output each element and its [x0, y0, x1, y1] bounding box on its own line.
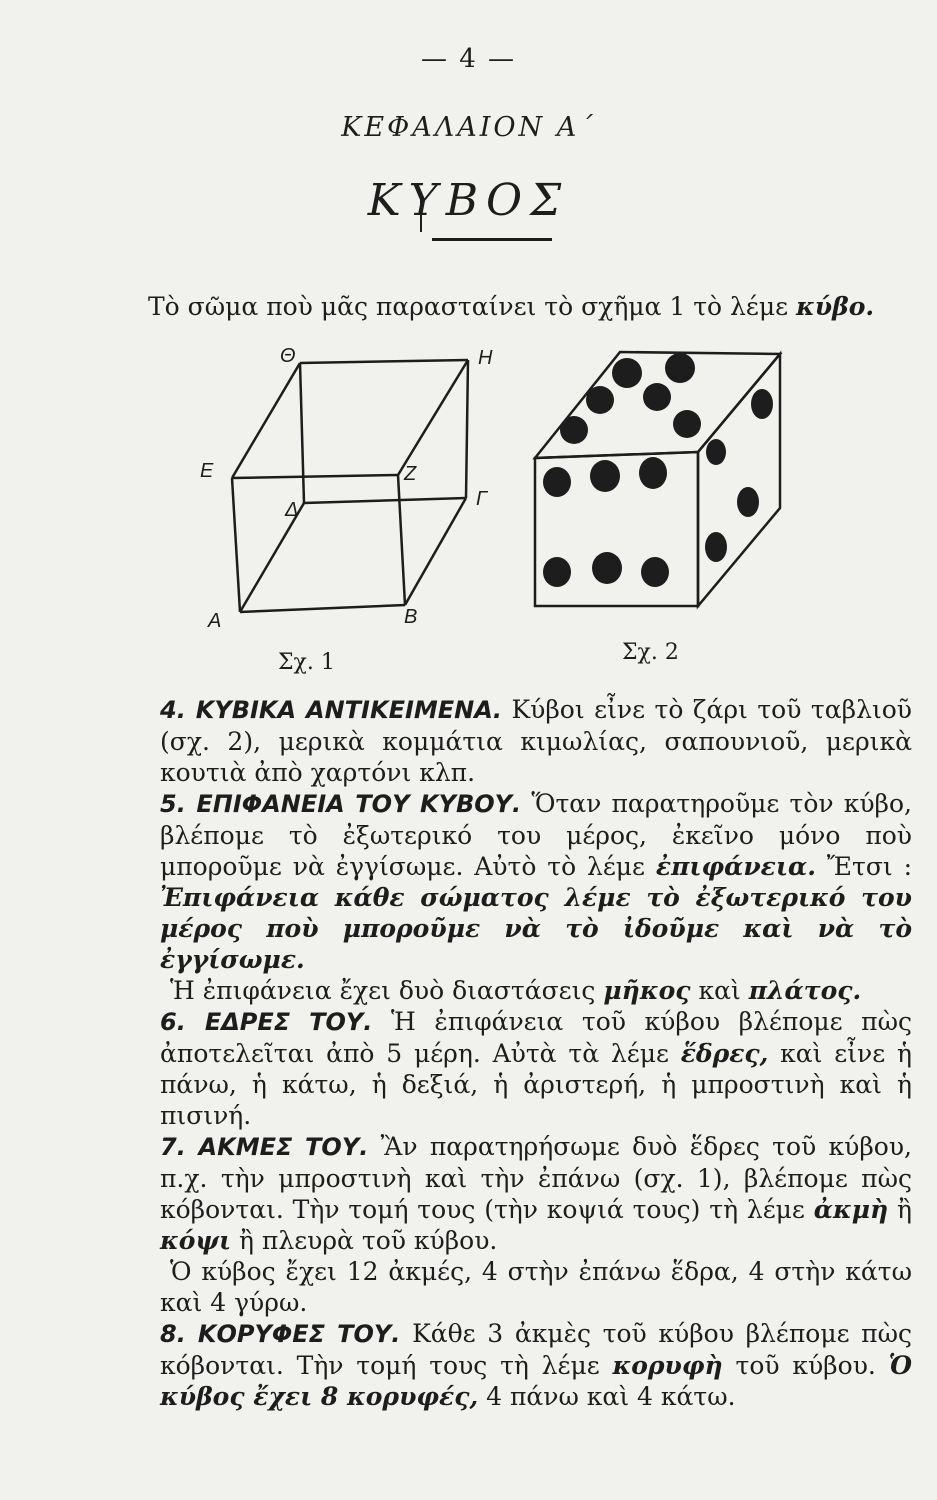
section-8-text1: Κάθε 3 ἀκμὲς τοῦ κύβου βλέπομε πὼς κόβονται. Τὴν τομή τους τὴ λέμε — [160, 1319, 912, 1380]
pip — [737, 487, 759, 517]
label-b: Β — [404, 606, 418, 628]
section-8-heading: 8. ΚΟΡΥΦΕΣ ΤΟΥ. — [160, 1320, 401, 1348]
pip — [560, 416, 588, 444]
title-underline — [432, 238, 552, 241]
pip — [643, 383, 671, 411]
section-7-note: Ὁ κύβος ἔχει 12 ἀκμές, 4 στὴν ἐπάνω ἕδρα, 4 στὴν κάτω καὶ 4 γύρω. — [160, 1257, 912, 1317]
section-5-dims-text: Ἡ ἐπιφάνεια ἔχει δυὸ διαστάσεις — [170, 976, 596, 1005]
figures — [190, 340, 810, 670]
label-d: Δ — [285, 499, 299, 521]
chapter-heading: ΚΕΦΑΛΑΙΟΝ Α΄ — [341, 112, 596, 143]
section-5-dim-width: πλάτος. — [748, 976, 862, 1005]
section-8-term: κορυφὴ — [612, 1351, 723, 1380]
edge-bz — [398, 475, 405, 605]
pip — [751, 389, 773, 419]
section-7-or: ἢ — [897, 1195, 913, 1224]
intro-term: κύβο. — [796, 292, 875, 321]
section-4 — [160, 694, 912, 788]
edge-eth — [232, 363, 300, 478]
section-5-dimensions — [160, 975, 912, 1006]
intro-paragraph — [148, 292, 908, 321]
figure1-caption: Σχ. 1 — [278, 650, 335, 675]
section-4-heading: 4. ΚΥΒΙΚΑ ΑΝΤΙΚΕΙΜΕΝΑ. — [160, 696, 502, 724]
section-6-term: ἕδρες, — [680, 1039, 769, 1068]
page-number: — 4 — — [420, 44, 517, 74]
pip — [586, 386, 614, 414]
label-th: Θ — [280, 345, 296, 367]
section-5-heading: 5. ΕΠΙΦΑΝΕΙΑ ΤΟΥ ΚΥΒΟΥ. — [160, 790, 522, 818]
section-7-term1: ἀκμὴ — [813, 1195, 889, 1224]
label-e: Ε — [200, 460, 214, 482]
section-8 — [160, 1318, 912, 1412]
section-8-text3: 4 πάνω καὶ 4 κάτω. — [486, 1382, 736, 1411]
section-5-dim-length: μῆκος — [603, 976, 691, 1005]
pip — [641, 557, 669, 587]
section-7-text2: ἢ πλευρὰ τοῦ κύβου. — [239, 1226, 498, 1255]
section-5-term: ἐπιφάνεια. — [655, 852, 816, 881]
die-pips — [543, 353, 773, 587]
pip — [705, 532, 727, 562]
pip — [543, 467, 571, 497]
edge-thd — [300, 363, 304, 503]
section-5-and: καὶ — [698, 976, 741, 1005]
section-4-text: Κύβοι εἶνε τὸ ζάρι τοῦ ταβλιοῦ (σχ. 2), μερικὰ κομμάτια κιμωλίας, σαπουνιοῦ, μερικὰ κουτιὰ ἀπὸ χαρτόνι κλπ. — [160, 695, 912, 787]
pip — [639, 457, 667, 489]
edge-hg — [466, 360, 468, 498]
edge-bg — [405, 498, 466, 605]
section-5-definition: Ἐπιφάνεια κάθε σώματος λέμε τὸ ἐξωτερικό του μέρος ποὺ μποροῦμε νὰ τὸ ἰδοῦμε καὶ νὰ τὸ ἐγγίσωμε. — [160, 883, 912, 974]
pip — [612, 358, 642, 388]
label-h: Η — [478, 347, 493, 369]
edge-ab — [240, 605, 405, 612]
section-5 — [160, 788, 912, 975]
label-a: Α — [208, 610, 222, 632]
pip — [673, 410, 701, 438]
section-8-emph: Ὁ κύβος ἔχει 8 κορυφές, — [160, 1351, 913, 1411]
label-z: Ζ — [404, 463, 417, 485]
page-title: ΚΥΒΟΣ — [367, 175, 570, 226]
section-5-text: Ὅταν παρατηροῦμε τὸν κύβο, βλέπομε τὸ ἐξωτερικό του μέρος, ἐκεῖνο μόνο ποὺ μποροῦμε νὰ ἐγγίσωμε. Αὐτὸ τὸ λέμε — [160, 789, 912, 881]
intro-text: Τὸ σῶμα ποὺ μᾶς παρασταίνει τὸ σχῆμα 1 τὸ λέμε — [148, 292, 789, 321]
vertex-labels — [200, 345, 493, 632]
edge-ze — [232, 475, 398, 478]
section-6 — [160, 1006, 912, 1131]
section-6-text1: Ἡ ἐπιφάνεια τοῦ κύβου βλέπομε πὼς ἀποτελεῖται ἀπὸ 5 μέρη. Αὐτὰ τὰ λέμε — [160, 1007, 912, 1068]
pip — [665, 353, 695, 383]
pip — [590, 460, 620, 492]
edge-ea — [232, 478, 240, 612]
section-7-text1: Ἂν παρατηρήσωμε δυὸ ἕδρες τοῦ κύβου, π.χ. τὴν μπροστινὴ καὶ τὴν ἐπάνω (σχ. 1), βλέπομε πὼς κόβονται. Τὴν τομή τους (τὴν κοψιά τους) τὴ λέμε — [160, 1132, 912, 1224]
pip — [592, 552, 622, 584]
section-5-def-lead: Ἔτσι : — [826, 852, 912, 881]
section-6-text2: καὶ εἶνε ἡ πάνω, ἡ κάτω, ἡ δεξιά, ἡ ἀριστερή, ἡ μπροστινὴ καὶ ἡ πισινή. — [160, 1039, 912, 1130]
edge-zh — [398, 360, 468, 475]
body-text — [160, 694, 912, 1412]
pip — [543, 557, 571, 587]
section-6-heading: 6. ΕΔΡΕΣ ΤΟΥ. — [160, 1008, 373, 1036]
label-g: Γ — [476, 488, 488, 510]
pip — [706, 439, 726, 465]
section-8-text2: τοῦ κύβου. — [735, 1351, 876, 1380]
edge-dg — [304, 498, 466, 503]
cube-wireframe-figure — [232, 360, 468, 612]
section-7 — [160, 1131, 912, 1256]
section-7-term2: κόψι — [160, 1226, 232, 1255]
figure2-caption: Σχ. 2 — [622, 640, 679, 665]
section-7-heading: 7. ΑΚΜΕΣ ΤΟΥ. — [160, 1133, 369, 1161]
edge-thh — [300, 360, 468, 363]
